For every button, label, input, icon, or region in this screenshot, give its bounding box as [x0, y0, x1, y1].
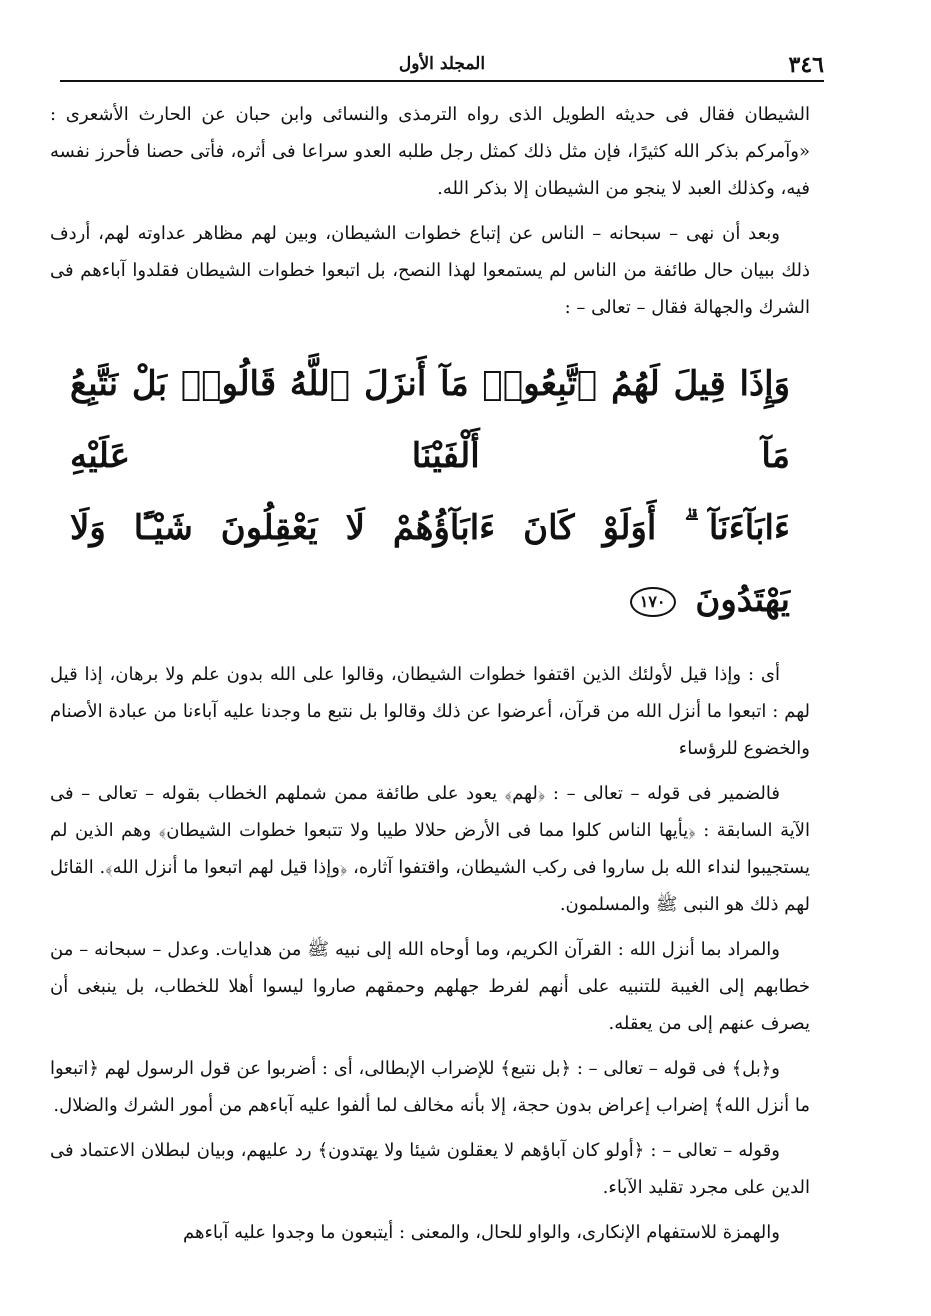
page-header: [60, 50, 824, 82]
paragraph: والمراد بما أنزل الله : القرآن الكريم، وما أوحاه الله إلى نبيه ﷺ من هدايات. وعدل – سبحانه – من خطابهم إلى الغيبة للتنبيه على أنهم لفرط جهلهم وحمقهم صاروا ليسوا أهلا للخطاب، بل ينبغى أن يصرف عنهم إلى من يعقله.: [50, 939, 810, 1034]
verse-line-last: [70, 564, 790, 636]
page-body: [50, 96, 810, 1255]
running-title: المجلد الأول: [398, 54, 486, 74]
paragraph: أى : وإذا قيل لأولئك الذين اقتفوا خطوات الشيطان، وقالوا على الله بدون علم ولا برهان، إذا قيل لهم : اتبعوا ما أنزل الله من قرآن، أعرضوا عن ذلك وقالوا بل نتبع ما وجدنا عليه آباءنا من عبادة الأصنام والخضوع للرؤساء: [50, 664, 810, 759]
paragraph: والهمزة للاستفهام الإنكارى، والواو للحال، والمعنى : أيتبعون ما وجدوا عليه آباءهم: [183, 1222, 780, 1243]
verse-line: ءَابَآءَنَآ ۗ أَوَلَوْ كَانَ ءَابَآؤُهُمْ لَا يَعْقِلُونَ شَيْـًٔا وَلَا: [70, 508, 790, 548]
verse-line: وَإِذَا قِيلَ لَهُمُ ٱتَّبِعُوا۟ مَآ أَنزَلَ ٱللَّهُ قَالُوا۟ بَلْ نَتَّبِعُ مَآ أَلْفَيْنَا عَلَيْهِ: [70, 364, 790, 476]
paragraph: و﴿بل﴾ فى قوله – تعالى – : ﴿بل نتبع﴾ للإضراب الإبطالى، أى : أضربوا عن قول الرسول لهم ﴿اتبعوا ما أنزل الله﴾ إضراب إعراض بدون حجة، إلا بأنه مخالف لما ألفوا عليه آباءهم من أمور الشرك والضلال.: [50, 1058, 810, 1116]
quran-verse: [70, 348, 790, 636]
paragraph: وقوله – تعالى – : ﴿أولو كان آباؤهم لا يعقلون شيئا ولا يهتدون﴾ رد عليهم، وبيان لبطلان الاعتماد فى الدين على مجرد تقليد الآباء.: [50, 1140, 810, 1198]
verse-line-text: يَهْتَدُونَ: [695, 580, 790, 620]
paragraph: فالضمير فى قوله – تعالى – : ﴿لهم﴾ يعود على طائفة ممن شملهم الخطاب بقوله – تعالى – فى الآية السابقة : ﴿يأيها الناس كلوا مما فى الأرض حلالا طيبا ولا تتبعوا خطوات الشيطان﴾ وهم الذين لم يستجيبوا لنداء الله بل ساروا فى ركب الشيطان، واقتفوا آثاره، ﴿وإذا قيل لهم اتبعوا ما أنزل الله﴾. القائل لهم ذلك هو النبى ﷺ والمسلمون.: [50, 783, 810, 915]
paragraph: وبعد أن نهى – سبحانه – الناس عن إتباع خطوات الشيطان، وبين لهم مظاهر عداوته لهم، أردف ذلك ببيان حال طائفة من الناس لم يستمعوا لهذا النصح، بل اتبعوا خطوات الشيطان فقلدوا آباءهم فى الشرك والجهالة فقال – تعالى – :: [50, 223, 810, 318]
ayah-number-marker: ١٧٠: [630, 587, 676, 617]
page-number: ٣٤٦: [788, 52, 824, 78]
paragraph: الشيطان فقال فى حديثه الطويل الذى رواه الترمذى والنسائى وابن حبان عن الحارث الأشعرى : «وآمركم بذكر الله كثيرًا، فإن مثل ذلك كمثل رجل طلبه العدو سراعا فى أثره، فأتى حصنا فأحرز نفسه فيه، وكذلك العبد لا ينجو من الشيطان إلا بذكر الله.: [50, 104, 810, 199]
